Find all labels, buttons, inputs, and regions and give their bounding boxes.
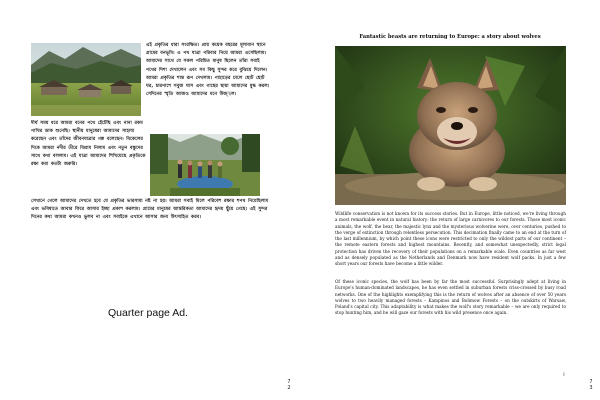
bengali-paragraph-1: এই প্রকৃতির ধারা সংরক্ষিত। প্রায় কয়েক বছরের মূল্যবান স্থানে গ্রামের বনভূমি। এ পথ যাত্রা পরিবার নিয়ে আমরা এসেছিলাম। আমাদের সাথে যে সকল পরিচিত মানুষ ছিলেন তাঁরা সবাই পথের দিশা দেখালেন এবং সব কিছু সুন্দর করে বুঝিয়ে দিলেন। আমরা প্রকৃতির শান্ত রূপ দেখলাম। পাহাড়ের ঢালে ছোট ছোট ঘর, চারপাশে সবুজ ঘাস এবং গাছের ছায়া আমাদের মুগ্ধ করল। সেদিনের স্মৃতি আজও আমাদের মনে উজ্জ্বল। bbox=[146, 43, 270, 98]
mountain-village-photo bbox=[31, 43, 141, 116]
article-paragraph-1: Wildlife conservation is not known for its success stories. But in Europe, little noticed, we're living through a most remarkable event in natural history: the return of large carnivores to our forests. Those most iconic animals, the wolf, the bear, the majestic lynx and the mysterious wolverine were, over centuries, pushed to the verge of extinction through relentless persecution. This decimation finally came to an end at the turn of the last millennium, by which point these icons were restricted to only the wildest parts of our continent – the remote eastern forests and highest mountains. Recently, and somewhat unexpectedly, strict legal protection has driven the recovery of their populations on a remarkable scale. Even countries as far west and as densely populated as the Netherlands and Denmark now have resident wolf packs. In just a few short years our forests have become a little wilder. bbox=[335, 211, 566, 267]
wolf-pup-photo bbox=[335, 46, 566, 205]
article-title: Fantastic beasts are returning to Europe: a story about wolves bbox=[359, 34, 541, 40]
group-picnic-photo bbox=[150, 134, 260, 196]
left-page-number-bottom: 2 bbox=[287, 385, 291, 391]
article-paragraph-2: Of these iconic species, the wolf has been by far the most successful. Surprisingly adept at living in Europe's human-dominated landscapes, he has even settled in suburban forests criss-crossed by busy road networks. One of the highlights exemplifying this is the return of wolves after an absence of over 50 years wolves to two heavily managed forests – Kampinos and Bolimow Forests – on the outskirts of Warsaw, Poland's capital city. This adaptability is what makes the wolf's story remarkable – we are only required to stop hunting him, and he will gaze our forests with his wild presence once again. bbox=[335, 279, 566, 316]
left-page-number-top: 7 bbox=[287, 379, 291, 385]
right-page-number-top: 7 bbox=[589, 379, 593, 385]
right-page-number bbox=[585, 379, 597, 391]
bengali-paragraph-3: সেখানে গেলে আমাদের দেখতে হবে যে প্রকৃতির ভারসাম্য নষ্ট না হয়। আমরা সবাই মিলে পরিবেশ রক্ষার শপথ নিয়েছিলাম এবং ভবিষ্যতে আবার ফিরে আসার ইচ্ছা প্রকাশ করলাম। গ্রামের মানুষের আন্তরিকতা আমাদের হৃদয় ছুঁয়ে গেছে। এই সুন্দর দিনের কথা আমরা কখনও ভুলব না এবং সবাইকে এখানে আসার জন্য উৎসাহিত করব। bbox=[31, 199, 269, 221]
left-page-number bbox=[283, 379, 295, 391]
right-page-number-bottom: 3 bbox=[589, 385, 593, 391]
article-marker: i bbox=[563, 372, 565, 378]
bengali-paragraph-2: দীর্ঘ সময় ধরে আমরা বনের পথে হেঁটেছি এবং নানা রকম পাখির ডাক শুনেছি। স্থানীয় মানুষেরা আমাদের সাহায্য করেছেন এবং তাঁদের জীবনযাত্রার গল্প বলেছেন। বিকেলের দিকে আমরা নদীর তীরে বিশ্রাম নিলাম এবং নতুন বন্ধুদের সাথে কথা বললাম। এই যাত্রা আমাদের শিখিয়েছে প্রকৃতিকে রক্ষা করা কতটা জরুরি। bbox=[31, 121, 146, 168]
quarter-page-ad: Quarter page Ad. bbox=[108, 307, 188, 319]
